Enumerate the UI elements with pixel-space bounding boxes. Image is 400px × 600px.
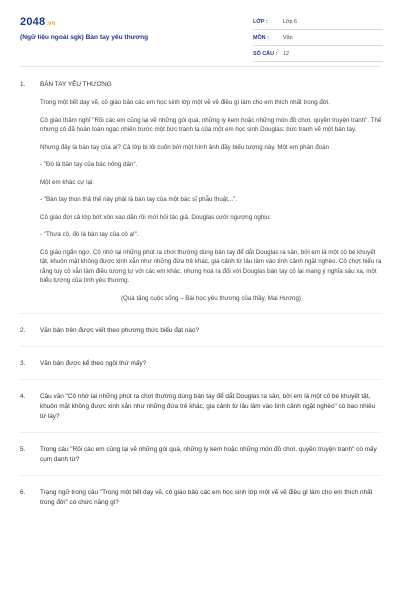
- meta-row-grade: [253, 14, 383, 30]
- question-number: 6.: [20, 489, 26, 496]
- question-item: [20, 359, 382, 369]
- meta-table: [253, 14, 383, 62]
- passage-paragraph: Nhưng đây là bàn tay của ai? Cả lớp bị lôi cuốn bởi một hình ảnh đầy biểu tượng này. Một em phán đoán: [40, 143, 329, 151]
- question-divider: [20, 379, 382, 380]
- passage-paragraph: Cô giáo ngẩn ngơ. Cô nhớ lại những phút ra chơi thường dùng bàn tay để dắt Douglas ra sân, bởi em là một cô bé khuyết tật, khuôn mặt không được xinh xắn như những đứa trẻ khác, gia cảnh từ lâu lâm vào tình cảnh ngặt nghèo. Cô chợt hiểu ra rằng tuy cô vẫn làm điều tương tự với các em khác, nhưng hoá ra đối với Douglas bàn tay cô lại mang ý nghĩa sâu xa, một biểu tượng của tình yêu thương.: [40, 248, 382, 284]
- question-number: 2.: [20, 327, 26, 334]
- meta-value: Lớp 6: [283, 18, 298, 25]
- passage-source: (Quà tặng cuộc sống – Bài học yêu thương của thầy, Mai Hương): [120, 294, 301, 302]
- question-number: 4.: [20, 393, 26, 400]
- reading-passage: [40, 98, 382, 303]
- meta-value: Văn: [283, 34, 293, 41]
- content: [20, 80, 382, 508]
- passage-paragraph: Cô giáo thầm nghĩ "Rồi các em cũng lại vẽ những gói quà, những ly kem hoặc những món đồ chơi, quyền truyện tranh". Thế nhưng cô đã hoàn toàn ngạc nhiên trước một bức tranh lạ của một em học sinh Douglas: bức tranh vẽ một bàn tay.: [40, 116, 382, 133]
- question-item: [20, 326, 382, 336]
- meta-row-question-count: [253, 46, 383, 62]
- logo-text: 2048: [20, 16, 46, 28]
- site-logo[interactable]: [20, 16, 56, 28]
- question-divider: [20, 432, 382, 433]
- passage-paragraph: Một em khác cự lại:: [40, 178, 95, 186]
- question-text: Trong câu "Rồi các em cũng lại vẽ những gói quà, những ly kem hoặc những món đồ chơi, quyền truyện tranh" có mấy cụm danh từ?: [40, 446, 377, 463]
- question-divider: [20, 475, 382, 476]
- logo-suffix: .vn: [46, 21, 56, 27]
- passage-paragraph: Cô giáo đợi cả lớp bớt xôn xao dần rồi mới hỏi tác giả. Douglas cười ngượng nghịu:: [40, 213, 271, 221]
- question-item: [20, 80, 382, 90]
- document-title: (Ngữ liệu ngoài sgk) Bàn tay yêu thương: [20, 34, 149, 41]
- question-text: Văn bản được kể theo ngôi thứ mấy?: [40, 360, 147, 367]
- header: [0, 0, 400, 62]
- meta-label: LỚP :: [253, 18, 268, 25]
- question-number: 1.: [20, 81, 26, 88]
- question-text: BÀN TAY YÊU THƯƠNG: [40, 81, 112, 88]
- question-number: 5.: [20, 446, 26, 453]
- question-divider: [20, 346, 382, 347]
- meta-row-subject: [253, 30, 383, 46]
- meta-value: 12: [283, 50, 289, 57]
- meta-label: SỐ CÂU :: [253, 50, 278, 57]
- question-text: Trạng ngữ trong câu "Trong một tiết dạy vẽ, cô giáo bảo các em học sinh lớp một vẽ về điều gì làm cho em thích nhất trong đời" có chức năng gì?: [40, 489, 373, 506]
- question-item: [20, 445, 382, 465]
- question-item: [20, 392, 382, 422]
- question-number: 3.: [20, 360, 26, 367]
- passage-paragraph: - "Bàn tay thon thả thế này phải là bàn tay của một bác sĩ phẫu thuật...".: [40, 196, 238, 203]
- meta-label: MÔN :: [253, 34, 269, 41]
- passage-paragraph: - "Đó là bàn tay của bác nông dân".: [40, 161, 138, 168]
- question-text: Văn bản trên được viết theo phương thức biểu đạt nào?: [40, 327, 200, 334]
- header-divider: [20, 66, 380, 67]
- question-divider: [20, 313, 382, 314]
- question-text: Câu văn "Cô nhớ lại những phút ra chơi thường dùng bàn tay để dắt Douglas ra sân, bởi em là một cô bé khuyết tật, khuôn mặt không được xinh xắn như những đứa trẻ khác, gia cảnh từ lâu lâm vào tình cảnh ngặt nghèo" có bao nhiêu từ láy?: [40, 393, 376, 420]
- question-item: [20, 488, 382, 508]
- passage-paragraph: - "Thưa cô, đó là bàn tay của cô ạ!".: [40, 231, 139, 238]
- passage-paragraph: Trong một tiết dạy vẽ, cô giáo bảo các em học sinh lớp một vẽ về điều gì làm cho em thích nhất trong đời.: [40, 99, 330, 106]
